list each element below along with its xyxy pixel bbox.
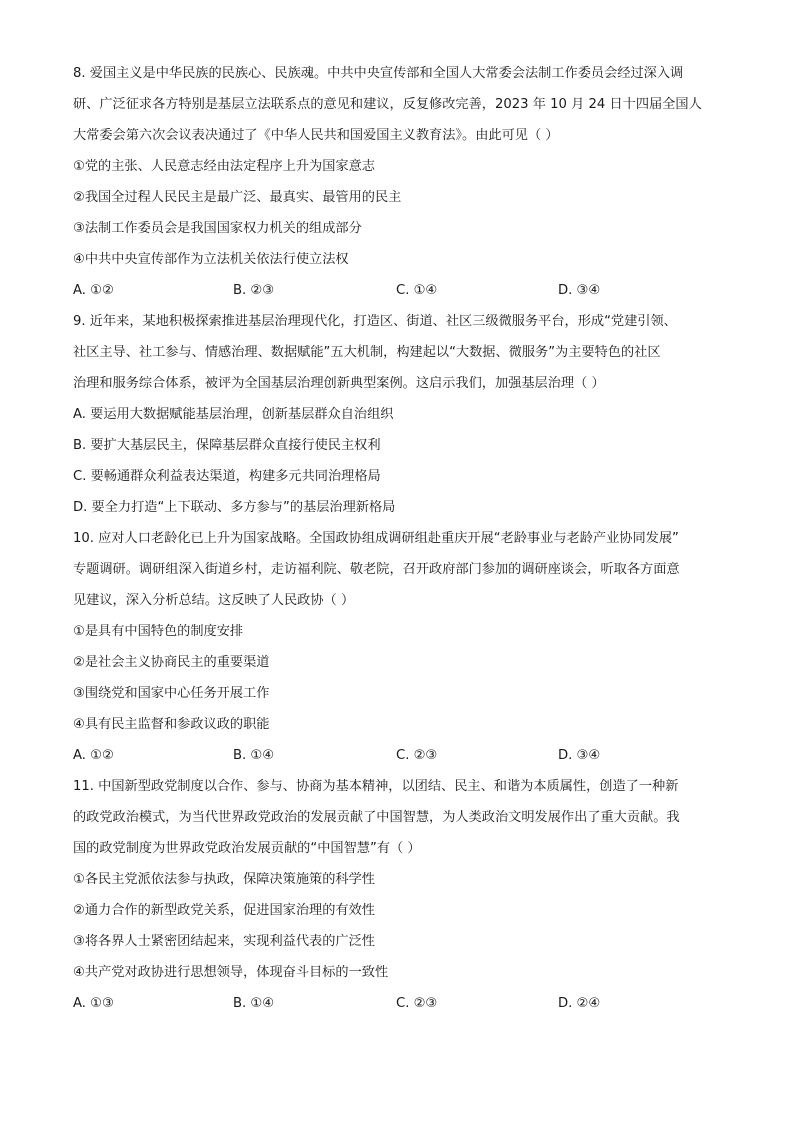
question-stem-line: 治理和服务综合体系，被评为全国基层治理创新典型案例。这启示我们，加强基层治理（ ）: [73, 376, 605, 391]
statement: ①各民主党派依法参与执政，保障决策施策的科学性: [73, 872, 375, 887]
option-a: A. ①②: [73, 748, 114, 763]
option-d: D. 要全力打造“上下联动、多方参与”的基层治理新格局: [73, 500, 396, 515]
question-stem-line: 11. 中国新型政党制度以合作、参与、协商为基本精神，以团结、民主、和谐为本质属性，创造了一种新: [73, 779, 679, 794]
question-stem-line: 10. 应对人口老龄化已上升为国家战略。全国政协组成调研组赴重庆开展“老龄事业与老龄产业协同发展”: [73, 531, 679, 546]
option-a: A. ①③: [73, 996, 114, 1011]
option-b: B. 要扩大基层民主，保障基层群众直接行使民主权利: [73, 438, 381, 453]
option-c: C. ②③: [396, 748, 438, 763]
question-stem-line: 见建议，深入分析总结。这反映了人民政协（ ）: [73, 593, 355, 608]
statement: ③围绕党和国家中心任务开展工作: [73, 686, 270, 701]
statement: ①党的主张、人民意志经由法定程序上升为国家意志: [73, 159, 375, 174]
option-c: C. 要畅通群众利益表达渠道，构建多元共同治理格局: [73, 469, 381, 484]
answer-options: [73, 740, 733, 771]
option-b: B. ②③: [233, 283, 275, 298]
statement: ②是社会主义协商民主的重要渠道: [73, 655, 270, 670]
question-stem-line: 的政党政治模式，为当代世界政党政治的发展贡献了中国智慧，为人类政治文明发展作出了重大贡献。我: [73, 810, 680, 825]
answer-options: [73, 275, 733, 306]
statement: ②通力合作的新型政党关系，促进国家治理的有效性: [73, 903, 375, 918]
question-11: [73, 771, 733, 1019]
option-d: D. ③④: [558, 748, 601, 763]
option-d: D. ③④: [558, 283, 601, 298]
option-d: D. ②④: [558, 996, 601, 1011]
statement: ②我国全过程人民民主是最广泛、最真实、最管用的民主: [73, 190, 402, 205]
exam-page: [73, 58, 733, 1019]
statement: ④共产党对政协进行思想领导，体现奋斗目标的一致性: [73, 965, 389, 980]
question-stem-line: 8. 爱国主义是中华民族的民族心、民族魂。中共中央宣传部和全国人大常委会法制工作委员会经过深入调: [73, 66, 684, 81]
statement: ③法制工作委员会是我国国家权力机关的组成部分: [73, 221, 362, 236]
question-stem-line: 大常委会第六次会议表决通过了《中华人民共和国爱国主义教育法》。由此可见（ ）: [73, 128, 559, 143]
question-stem-line: 专题调研。调研组深入街道乡村，走访福利院、敬老院，召开政府部门参加的调研座谈会，听取各方面意: [73, 562, 680, 577]
option-a: A. 要运用大数据赋能基层治理，创新基层群众自治组织: [73, 407, 394, 422]
answer-options: [73, 988, 733, 1019]
question-stem-line: 9. 近年来，某地积极探索推进基层治理现代化，打造区、街道、社区三级微服务平台，形成“党建引领、: [73, 314, 677, 329]
question-stem-line: 国的政党制度为世界政党政治发展贡献的“中国智慧”有（ ）: [73, 841, 421, 856]
statement: ③将各界人士紧密团结起来，实现利益代表的广泛性: [73, 934, 375, 949]
question-stem-line: 研、广泛征求各方特别是基层立法联系点的意见和建议，反复修改完善，2023 年 10 月 24 日十四届全国人: [73, 97, 702, 112]
option-a: A. ①②: [73, 283, 114, 298]
question-10: [73, 523, 733, 771]
statement: ④具有民主监督和参政议政的职能: [73, 717, 270, 732]
question-9: [73, 306, 733, 523]
option-c: C. ①④: [396, 283, 438, 298]
option-b: B. ①④: [233, 748, 275, 763]
question-8: [73, 58, 733, 306]
question-stem-line: 社区主导、社工参与、情感治理、数据赋能”五大机制，构建起以“大数据、微服务”为主要特色的社区: [73, 345, 661, 360]
option-b: B. ①④: [233, 996, 275, 1011]
option-c: C. ②③: [396, 996, 438, 1011]
statement: ④中共中央宣传部作为立法机关依法行使立法权: [73, 252, 349, 267]
statement: ①是具有中国特色的制度安排: [73, 624, 244, 639]
